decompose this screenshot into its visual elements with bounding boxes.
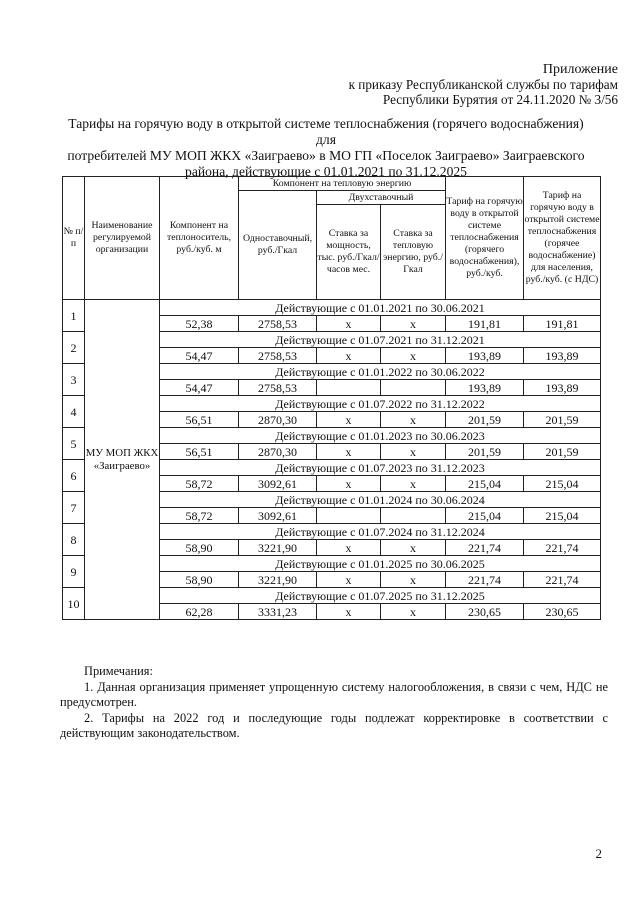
page-number: 2	[595, 846, 602, 861]
period-label: Действующие с 01.01.2025 по 30.06.2025	[160, 556, 601, 572]
energy-value: х	[381, 604, 446, 620]
carrier-value: 52,38	[160, 316, 239, 332]
capacity-value: х	[317, 412, 381, 428]
capacity-value: х	[317, 540, 381, 556]
capacity-value: х	[317, 604, 381, 620]
tariff-population-value: 215,04	[524, 508, 601, 524]
tariff-population-value: 191,81	[524, 316, 601, 332]
notes-heading: Примечания:	[84, 664, 153, 678]
period-label: Действующие с 01.07.2023 по 31.12.2023	[160, 460, 601, 476]
header-carrier: Компонент на теплоноситель, руб./куб. м	[160, 177, 239, 300]
energy-value	[381, 508, 446, 524]
carrier-value: 58,72	[160, 508, 239, 524]
row-number: 7	[63, 492, 85, 524]
one-part-value: 2758,53	[239, 348, 317, 364]
tariff-table-body	[63, 300, 601, 620]
capacity-value: х	[317, 572, 381, 588]
tariff-population-value: 193,89	[524, 348, 601, 364]
period-label: Действующие с 01.01.2021 по 30.06.2021	[160, 300, 601, 316]
carrier-value: 56,51	[160, 412, 239, 428]
carrier-value: 58,90	[160, 572, 239, 588]
tariff-value: 215,04	[446, 476, 524, 492]
period-row	[63, 300, 601, 316]
organization-name: МУ МОП ЖКХ «Заиграево»	[85, 300, 160, 620]
energy-value	[381, 380, 446, 396]
tariff-value: 201,59	[446, 444, 524, 460]
carrier-value: 54,47	[160, 380, 239, 396]
energy-value: х	[381, 476, 446, 492]
one-part-value: 2870,30	[239, 444, 317, 460]
header-one-part: Одноставочный, руб./Гкал	[239, 191, 317, 300]
period-label: Действующие с 01.07.2024 по 31.12.2024	[160, 524, 601, 540]
one-part-value: 3331,23	[239, 604, 317, 620]
header-tariff: Тариф на горячую воду в открытой системе теплоснабжения (горячего водоснабжения), руб./куб.	[446, 177, 524, 300]
appendix-line-1: к приказу Республиканской службы по тарифам	[348, 77, 618, 92]
tariff-value: 221,74	[446, 540, 524, 556]
note-2: 2. Тарифы на 2022 год и последующие годы подлежат корректировке в соответствии с действующим законодательством.	[60, 710, 608, 740]
row-number: 6	[63, 460, 85, 492]
energy-value: х	[381, 316, 446, 332]
appendix-line-2: Республики Бурятия от 24.11.2020 № 3/56	[382, 92, 618, 107]
header-capacity: Ставка за мощность, тыс. руб./Гкал/ часов мес.	[317, 205, 381, 300]
row-number: 2	[63, 332, 85, 364]
period-label: Действующие с 01.07.2025 по 31.12.2025	[160, 588, 601, 604]
carrier-value: 62,28	[160, 604, 239, 620]
period-label: Действующие с 01.01.2023 по 30.06.2023	[160, 428, 601, 444]
row-number: 10	[63, 588, 85, 620]
energy-value: х	[381, 444, 446, 460]
header-two-part-group: Двухставочный	[317, 191, 446, 205]
energy-value: х	[381, 540, 446, 556]
tariff-population-value: 221,74	[524, 540, 601, 556]
header-energy: Ставка за тепловую энергию, руб./Гкал	[381, 205, 446, 300]
energy-value: х	[381, 572, 446, 588]
header-num: № п/п	[63, 177, 85, 300]
carrier-value: 56,51	[160, 444, 239, 460]
tariff-value: 230,65	[446, 604, 524, 620]
tariff-population-value: 193,89	[524, 380, 601, 396]
row-number: 1	[63, 300, 85, 332]
document-title	[60, 116, 592, 180]
tariff-value: 193,89	[446, 380, 524, 396]
title-line-2: потребителей МУ МОП ЖКХ «Заиграево» в МО ГП «Поселок Заиграево» Заиграевского	[67, 148, 585, 163]
period-label: Действующие с 01.01.2022 по 30.06.2022	[160, 364, 601, 380]
tariff-population-value: 201,59	[524, 444, 601, 460]
one-part-value: 2758,53	[239, 316, 317, 332]
header-tariff-population: Тариф на горячую воду в открытой системе теплоснабжения (горячее водоснабжение) для населения, руб./куб. (с НДС)	[524, 177, 601, 300]
note-1: 1. Данная организация применяет упрощенную систему налогообложения, в связи с чем, НДС не предусмотрен.	[60, 679, 608, 709]
period-label: Действующие с 01.01.2024 по 30.06.2024	[160, 492, 601, 508]
appendix-block	[349, 62, 618, 107]
capacity-value: х	[317, 316, 381, 332]
period-label: Действующие с 01.07.2021 по 31.12.2021	[160, 332, 601, 348]
row-number: 4	[63, 396, 85, 428]
carrier-value: 58,72	[160, 476, 239, 492]
energy-value: х	[381, 412, 446, 428]
row-number: 8	[63, 524, 85, 556]
tariff-table	[62, 176, 601, 620]
tariff-population-value: 230,65	[524, 604, 601, 620]
capacity-value: х	[317, 348, 381, 364]
tariff-population-value: 215,04	[524, 476, 601, 492]
row-number: 9	[63, 556, 85, 588]
title-line-1: Тарифы на горячую воду в открытой системе теплоснабжения (горячего водоснабжения) для	[68, 116, 584, 147]
capacity-value: х	[317, 444, 381, 460]
row-number: 5	[63, 428, 85, 460]
header-org: Наименование регулируемой организации	[85, 177, 160, 300]
notes-block	[60, 664, 608, 742]
tariff-population-value: 221,74	[524, 572, 601, 588]
one-part-value: 3092,61	[239, 508, 317, 524]
tariff-population-value: 201,59	[524, 412, 601, 428]
tariff-value: 193,89	[446, 348, 524, 364]
capacity-value	[317, 380, 381, 396]
one-part-value: 3092,61	[239, 476, 317, 492]
tariff-value: 191,81	[446, 316, 524, 332]
one-part-value: 3221,90	[239, 572, 317, 588]
tariff-value: 215,04	[446, 508, 524, 524]
tariff-value: 221,74	[446, 572, 524, 588]
header-thermal-group: Компонент на тепловую энергию	[239, 177, 446, 191]
carrier-value: 54,47	[160, 348, 239, 364]
one-part-value: 3221,90	[239, 540, 317, 556]
period-label: Действующие с 01.07.2022 по 31.12.2022	[160, 396, 601, 412]
energy-value: х	[381, 348, 446, 364]
appendix-title: Приложение	[542, 62, 618, 77]
tariff-value: 201,59	[446, 412, 524, 428]
one-part-value: 2870,30	[239, 412, 317, 428]
capacity-value	[317, 508, 381, 524]
one-part-value: 2758,53	[239, 380, 317, 396]
capacity-value: х	[317, 476, 381, 492]
row-number: 3	[63, 364, 85, 396]
carrier-value: 58,90	[160, 540, 239, 556]
title-line-3: района, действующие с 01.01.2021 по 31.12.2025	[185, 164, 467, 179]
